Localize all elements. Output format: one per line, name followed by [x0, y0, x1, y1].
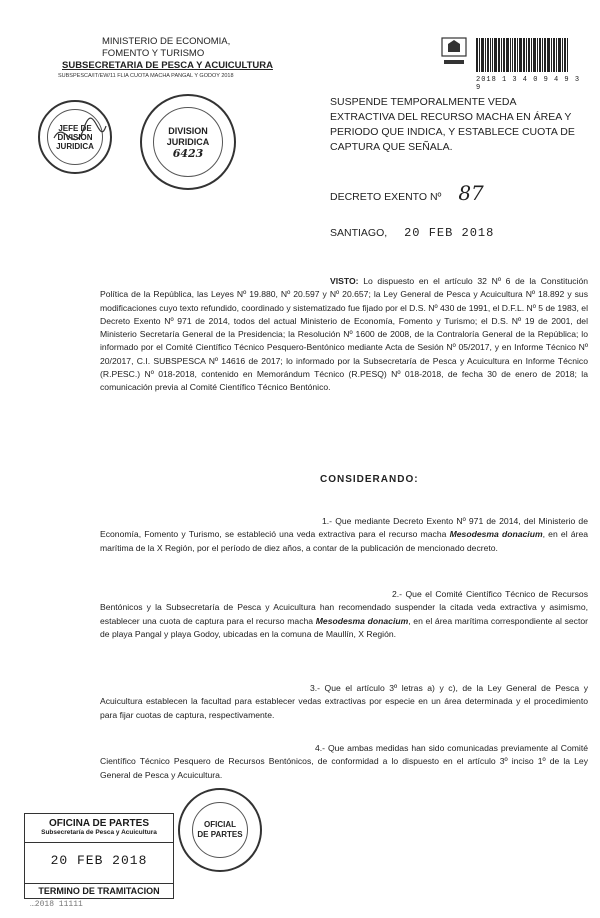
visto-text: Lo dispuesto en el artículo 32 Nº 6 de la Constitución Política de la República, las Leyes Nº 19.880, Nº 20.597 y Nº 20.657; la Ley General de Pesca y Acuicultura Nº 18.892 y sus modificaciones cuyo texto refundido, coordinado y sistematizado fue fijado por el D.S. Nº 430 de 1991, el D.F.L. Nº 5 de 1983, el Decreto Exento Nº 971 de 2014, todos del actual Ministerio de Economía, Fomento y Turismo; el D.S. Nº 19 de 2001, del Ministerio Secretaría General de la Presidencia; la Resolución Nº 1600 de 2008, de la Contraloría General de la República; lo informado por el Comité Científico Técnico Pesquero-Bentónico mediante Acta de Sesión Nº 05/2017, y en Informe Técnico Nº 20/2017, C.I. SUBSPESCA Nº 14616 de 2017; lo informado por la Subsecretaría de Pesca y Acuicultura en Informe Técnico (R.PESC.) Nº 018-2018, contenido en Memorándum Técnico (R.PESQ) Nº 018-2018, de fecha 30 de enero de 2018; la comunicación previa al Comité Científico Técnico Bentónico.: [100, 276, 589, 393]
oficina-de-partes-box: [24, 813, 174, 899]
stamp-division-juridica: [140, 94, 236, 190]
oficina-date: 20 FEB 2018: [50, 853, 148, 868]
item-2-lead: 2.- Que el Comité Científico Técnico de Recursos: [392, 589, 588, 599]
santiago-date: 20 FEB 2018: [404, 226, 495, 240]
header-line-3: SUBSECRETARIA DE PESCA Y ACUICULTURA: [62, 60, 273, 71]
visto-label: VISTO:: [330, 276, 359, 286]
stamp-division-line-2: JURIDICA: [166, 136, 210, 147]
ministry-header: [58, 36, 318, 80]
considerando-item-4: [100, 742, 588, 782]
header-line-4: SUBSPESCA/IT/EW/11 FLIA CUOTA MACHA PANGAL Y GODOY 2018: [58, 73, 234, 79]
considerando-heading: CONSIDERANDO:: [320, 474, 419, 485]
government-logo-icon: [440, 36, 470, 76]
visto-paragraph: [100, 275, 588, 395]
considerando-item-2: [100, 588, 588, 641]
stamp-jefe-line-3: JURIDICA: [56, 141, 94, 151]
considerando-item-3: [100, 682, 588, 722]
signature-jefe: [44, 108, 114, 178]
barcode: [476, 38, 569, 72]
considerando-item-1: [100, 515, 588, 555]
decree-number: 87: [458, 181, 484, 205]
stamp-oficial-de-partes: [178, 788, 262, 872]
header-line-2: FOMENTO Y TURISMO: [102, 48, 205, 59]
item-1-species: Mesodesma donacium: [449, 529, 543, 540]
barcode-number: 2018 1 3 4 0 9 4 9 3 9: [476, 76, 581, 92]
stamp-jefe-line-1: JEFE DE: [58, 123, 92, 133]
decree-number-row: [330, 181, 590, 205]
santiago-label: SANTIAGO,: [330, 227, 388, 239]
stamp-oficial-line-2: DE PARTES: [197, 830, 243, 839]
stamp-jefe-line-2: DIVISION: [57, 132, 93, 142]
item-2-text: Bentónicos y la Subsecretaría de Pesca y Acuicultura han recomendado suspender la citada veda extractiva y asimismo, establecer una cuota de captura para el recurso macha: [100, 602, 588, 626]
oficina-title: OFICINA DE PARTES: [48, 818, 149, 829]
oficina-footer: TERMINO DE TRAMITACION: [25, 883, 173, 898]
item-3-lead: 3.- Que el artículo 3º letras a) y c), de la Ley: [310, 683, 502, 693]
decree-number-label: DECRETO EXENTO Nº: [330, 191, 442, 203]
stamp-division-line-1: DIVISION: [168, 125, 208, 136]
item-1-text: 2014, del Ministerio de Economía, Fomento y Turismo, se estableció una veda extractiva para el recurso macha: [100, 516, 588, 540]
item-1-text-post: , en el área marítima de la X Región, por el período de diez años, a contar de la publicación de mencionado decreto.: [100, 529, 589, 553]
stamp-oficial-line-1: OFICIAL: [204, 820, 236, 829]
decree-title: SUSPENDE TEMPORALMENTE VEDA EXTRACTIVA DEL RECURSO MACHA EN ÁREA Y PERIODO QUE INDICA, Y ESTABLECE CUOTA DE CAPTURA QUE SEÑALA.: [330, 96, 575, 153]
item-3-text: General de Pesca y Acuicultura establecen la facultad para establecer vedas extractivas por especie en un área determinada y el procedimiento para fijar cuotas de captura, respectivamente.: [100, 683, 588, 720]
stamp-division-number: 6423: [172, 146, 204, 160]
item-1-lead: 1.- Que mediante Decreto Exento Nº 971 de: [322, 516, 496, 526]
santiago-date-row: [330, 226, 590, 240]
item-4-text: previamente al Comité Científico Técnico Pesquero de Recursos Bentónicos, de conformidad a lo dispuesto en el artículo 3º inciso 1º de la Ley General de Pesca y Acuicultura.: [100, 743, 588, 780]
barcode-block: [440, 30, 590, 90]
oficina-subtitle: Subsecretaría de Pesca y Acuicultura: [41, 829, 157, 836]
header-line-1: MINISTERIO DE ECONOMIA,: [102, 36, 231, 47]
item-4-lead: 4.- Que ambas medidas han sido comunicadas: [315, 743, 498, 753]
item-2-species: Mesodesma donacium: [315, 615, 409, 626]
item-2-text-post: , en el área marítima correspondiente al sector de playa Pangal y playa Godoy, ubicadas en la comuna de Maullín, X Región.: [100, 615, 588, 639]
bottom-code: …2018 11111: [30, 900, 83, 909]
